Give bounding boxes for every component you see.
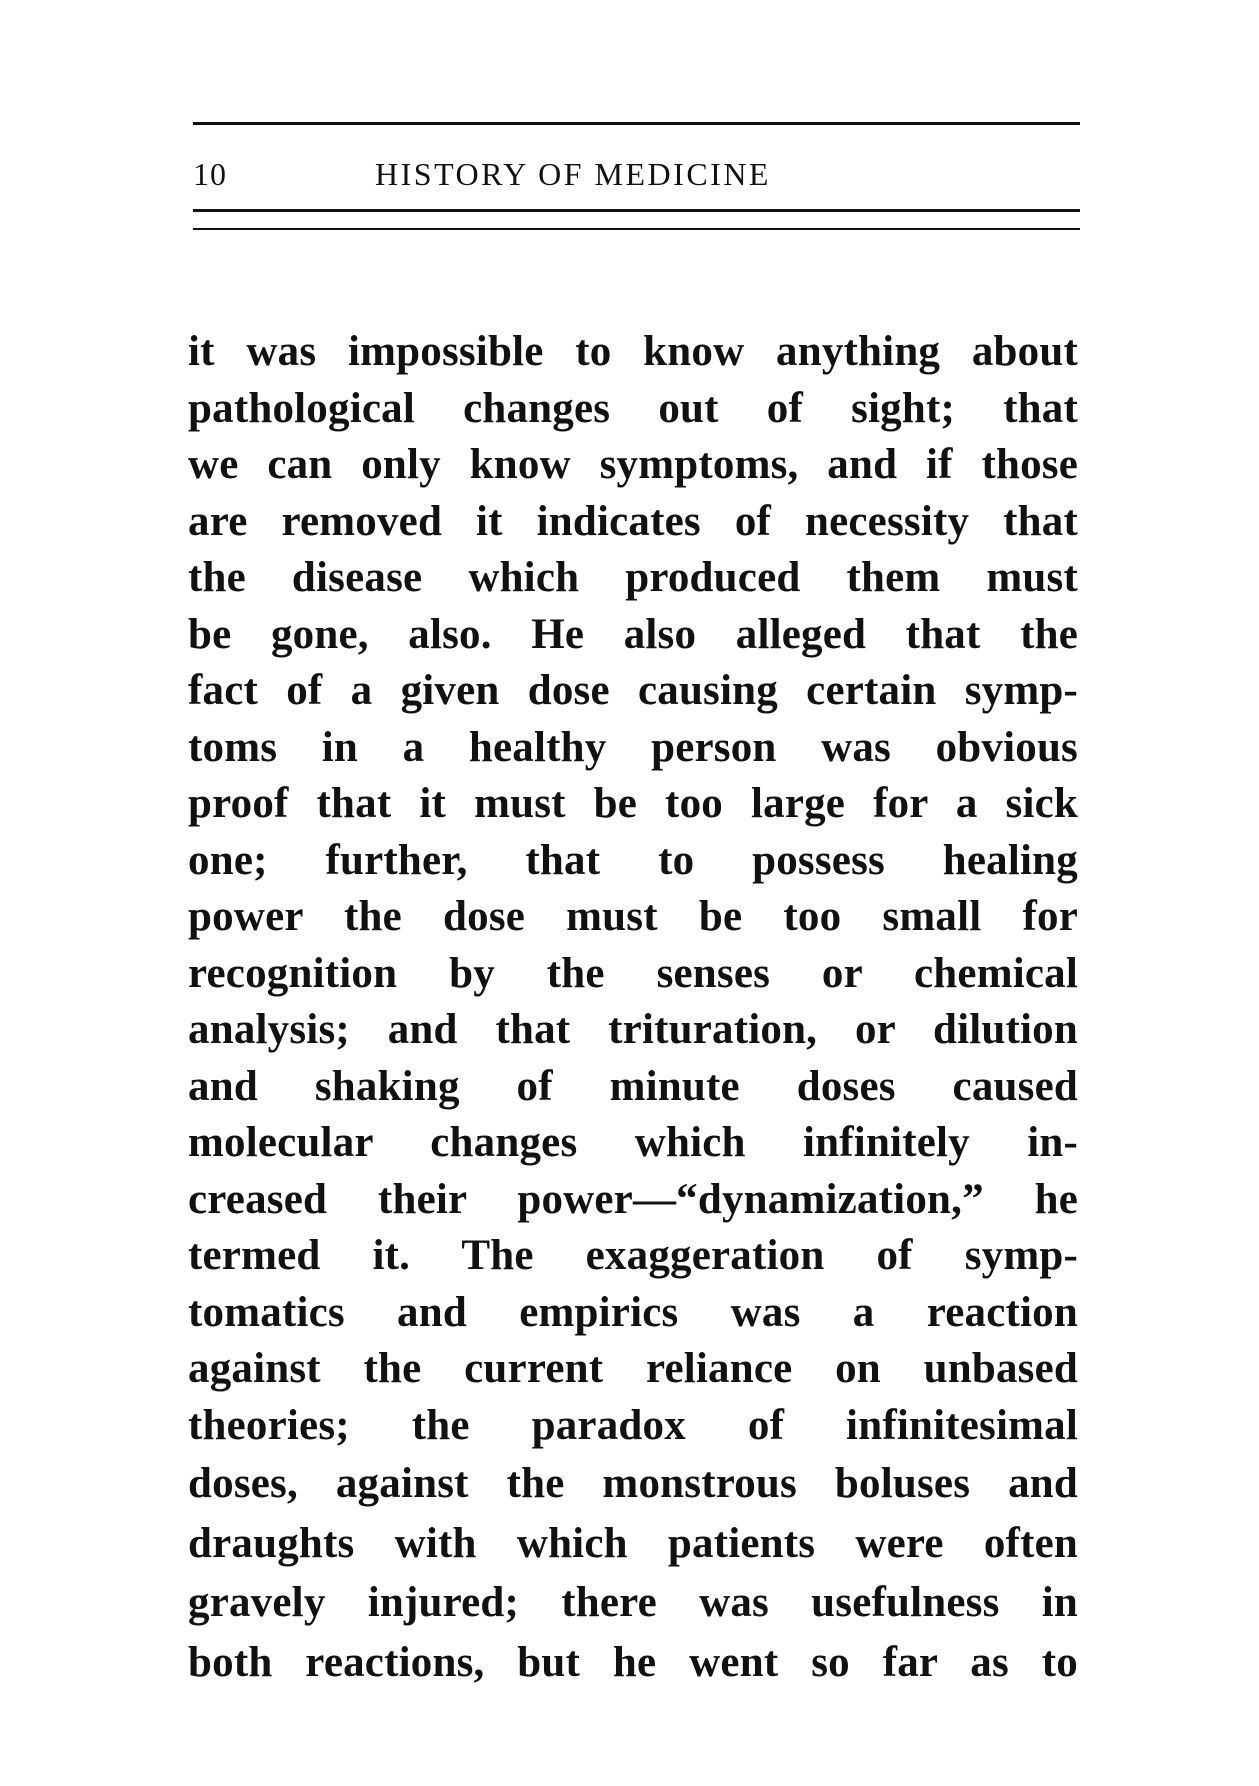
text-line: toms in a healthy person was obvious [188,723,1078,771]
text-line: and shaking of minute doses caused [188,1062,1078,1110]
text-line: it was impossible to know anything about [188,328,1078,375]
text-line: fact of a given dose causing certain symp- [188,667,1078,714]
header-rule-double [193,228,1080,230]
text-line: recognition by the senses or chemical [188,949,1078,997]
header-rule-top [193,122,1080,125]
text-line: both reactions, but he went so far as to [188,1638,1078,1686]
text-line: the disease which produced them must [188,554,1078,601]
text-line: tomatics and empirics was a reaction [188,1288,1078,1336]
text-line: termed it. The exaggeration of symp- [188,1232,1078,1279]
text-line: be gone, also. He also alleged that the [188,610,1078,658]
text-line: we can only know symptoms, and if those [188,441,1078,488]
text-line: pathological changes out of sight; that [188,384,1078,432]
text-line: gravely injured; there was usefulness in [188,1579,1078,1626]
text-line: theories; the paradox of infinitesimal [188,1401,1078,1449]
text-line: are removed it indicates of necessity that [188,497,1078,545]
text-line: proof that it must be too large for a sick [188,780,1078,827]
text-line: molecular changes which infinitely in- [188,1119,1078,1166]
body-text [188,324,1078,1692]
text-line: doses, against the monstrous boluses and [188,1460,1078,1507]
text-line: draughts with which patients were often [188,1519,1078,1567]
header-rule-bottom [193,209,1080,212]
text-line: analysis; and that trituration, or dilution [188,1006,1078,1053]
text-line: power the dose must be too small for [188,893,1078,940]
page-number: 10 [193,156,227,192]
text-line: creased their power—“dynamization,” he [188,1175,1078,1223]
text-line: against the current reliance on unbased [188,1345,1078,1392]
running-title: HISTORY OF MEDICINE [375,156,771,192]
page-header [193,148,1080,200]
text-line: one; further, that to possess healing [188,836,1078,884]
